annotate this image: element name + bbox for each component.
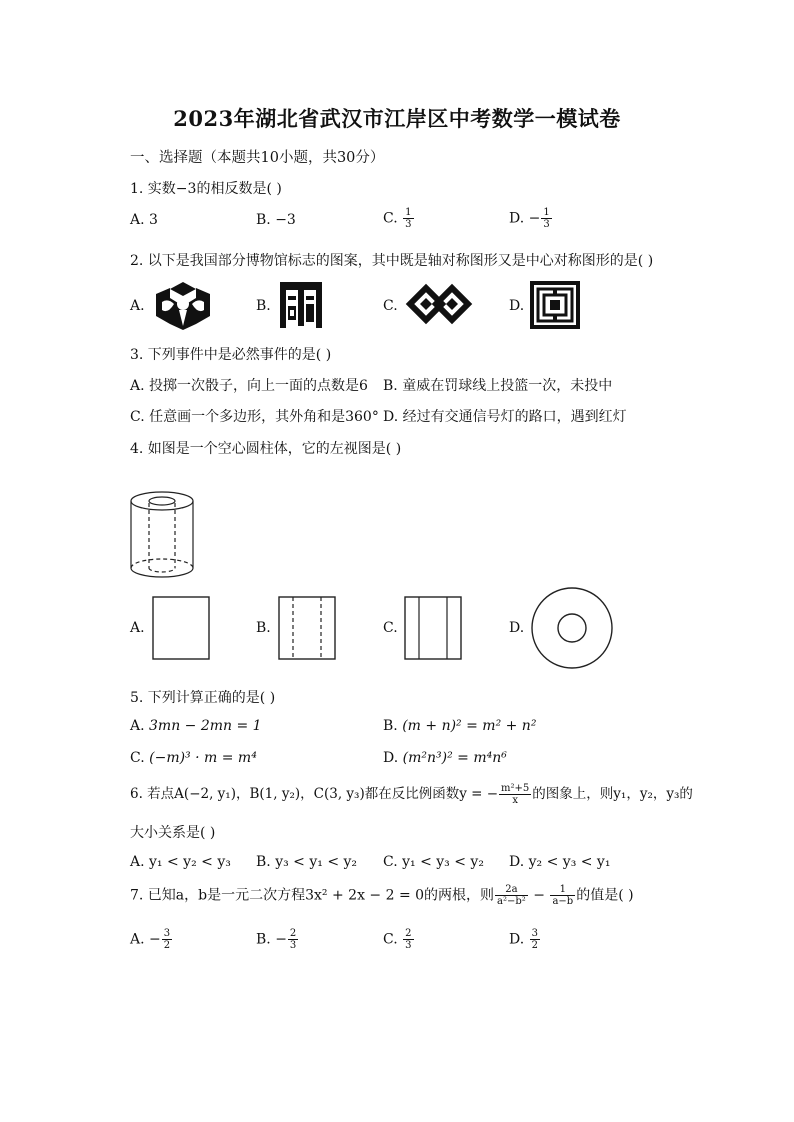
q3-option-c: C. 任意画一个多边形，其外角和是360° <box>130 409 379 425</box>
q4-option-c-figure <box>404 596 462 660</box>
q5-option-d <box>383 750 507 766</box>
question-6-stem-line2: 大小关系是( ) <box>130 825 216 841</box>
museum-logo-a-icon <box>152 280 214 332</box>
q4-option-d-figure <box>530 586 614 670</box>
q7-fraction-1 <box>495 884 528 907</box>
q6-option-d: D. y₂ < y₃ < y₁ <box>509 854 611 870</box>
q1-option-d-label: D. − <box>509 210 541 227</box>
q4-option-d-label: D. <box>509 620 525 636</box>
question-2-stem: 2. 以下是我国部分博物馆标志的图案，其中既是轴对称图形又是中心对称图形的是( ) <box>130 253 654 269</box>
q5-option-a-label: A. <box>130 718 150 734</box>
q7-option-a <box>130 928 173 951</box>
q7-option-a-fraction <box>162 928 172 951</box>
fraction-denominator: x <box>512 795 518 806</box>
fraction-numerator: 1 <box>543 207 550 218</box>
q4-option-b-label: B. <box>256 620 271 636</box>
q1-option-c-label: C. <box>383 210 403 227</box>
q5-option-c-expression: (−m)³ · m = m⁴ <box>149 750 257 766</box>
q7-fraction-2 <box>550 884 575 907</box>
q2-option-c-label: C. <box>383 298 398 314</box>
hollow-cylinder-figure <box>128 490 196 582</box>
q5-option-b-expression: (m + n)² = m² + n² <box>402 718 537 734</box>
fraction-denominator: 3 <box>405 940 412 951</box>
q5-option-d-expression: (m²n³)² = m⁴n⁶ <box>402 750 507 766</box>
q6-stem-post: 的图象上，则y₁，y₂，y₃的 <box>532 786 693 802</box>
q2-option-d-label: D. <box>509 298 525 314</box>
q5-option-d-label: D. <box>383 750 403 766</box>
question-7-stem <box>130 884 634 907</box>
question-6-stem <box>130 782 693 806</box>
q7-option-c <box>383 928 415 951</box>
fraction-denominator: 3 <box>289 940 297 951</box>
fraction-denominator: 2 <box>531 940 539 951</box>
fraction-denominator: 3 <box>543 219 550 230</box>
q4-option-a-figure <box>152 596 210 660</box>
section-heading: 一、选择题（本题共10小题，共30分） <box>130 150 385 166</box>
q3-option-b: B. 童威在罚球线上投篮一次，未投中 <box>383 378 613 394</box>
q5-option-c-label: C. <box>130 750 150 766</box>
q7-stem-pre: 7. 已知a，b是一元二次方程3x² + 2x − 2 = 0的两根，则 <box>130 887 495 904</box>
q5-option-a <box>130 718 262 734</box>
q7-option-d <box>509 928 541 951</box>
q1-option-c-fraction <box>403 207 413 230</box>
q7-option-c-fraction <box>403 928 413 951</box>
q7-stem-mid: − <box>528 887 550 904</box>
q6-option-b: B. y₃ < y₁ < y₂ <box>256 854 358 870</box>
q2-option-a-label: A. <box>130 298 145 314</box>
q4-option-a-label: A. <box>130 620 145 636</box>
q1-option-d <box>509 207 553 230</box>
fraction-denominator: a−b <box>552 896 574 907</box>
question-1-stem: 1. 实数−3的相反数是( ) <box>130 181 282 197</box>
question-3-stem: 3. 下列事件中是必然事件的是( ) <box>130 347 332 363</box>
q7-option-b-fraction <box>288 928 298 951</box>
q2-option-b-label: B. <box>256 298 271 314</box>
q4-option-b-figure <box>278 596 336 660</box>
q7-option-d-fraction <box>530 928 540 951</box>
q7-option-a-label: A. − <box>130 931 161 948</box>
q3-option-d: D. 经过有交通信号灯的路口，遇到红灯 <box>383 409 627 425</box>
q6-option-a: A. y₁ < y₂ < y₃ <box>130 854 231 870</box>
fraction-denominator: 2 <box>163 940 171 951</box>
q7-option-d-label: D. <box>509 931 529 948</box>
q7-option-c-label: C. <box>383 931 403 948</box>
q5-option-a-expression: 3mn − 2mn = 1 <box>149 718 262 734</box>
q4-option-c-label: C. <box>383 620 398 636</box>
q1-option-c <box>383 207 415 230</box>
museum-logo-d-icon <box>530 281 580 329</box>
q6-stem-pre: 6. 若点A(−2, y₁)，B(1, y₂)，C(3, y₃)都在反比例函数y = − <box>130 786 499 802</box>
q1-option-b: B. −3 <box>256 212 296 228</box>
q7-stem-post: 的值是( ) <box>576 887 634 904</box>
fraction-numerator: 2a <box>495 884 528 896</box>
q7-option-b-label: B. − <box>256 931 287 948</box>
fraction-numerator: 1 <box>550 884 575 896</box>
question-4-stem: 4. 如图是一个空心圆柱体，它的左视图是( ) <box>130 441 402 457</box>
fraction-denominator: 3 <box>405 219 412 230</box>
museum-logo-b-icon <box>278 280 324 330</box>
q5-option-b <box>383 718 536 734</box>
q3-option-a: A. 投掷一次骰子，向上一面的点数是6 <box>130 378 368 394</box>
museum-logo-c-icon <box>404 278 474 330</box>
q1-option-d-fraction <box>541 207 551 230</box>
fraction-numerator: 1 <box>405 207 412 218</box>
q5-option-b-label: B. <box>383 718 403 734</box>
fraction-numerator: 2 <box>289 928 297 939</box>
fraction-numerator: 2 <box>405 928 412 939</box>
q6-option-c: C. y₁ < y₃ < y₂ <box>383 854 484 870</box>
q6-fraction <box>499 783 531 806</box>
fraction-numerator: m²+5 <box>501 783 530 794</box>
q7-option-b <box>256 928 299 951</box>
fraction-numerator: 3 <box>531 928 539 939</box>
page-title: 2023年湖北省武汉市江岸区中考数学一模试卷 <box>173 106 621 131</box>
q1-option-a: A. 3 <box>130 212 158 228</box>
q5-option-c <box>130 750 257 766</box>
fraction-numerator: 3 <box>163 928 171 939</box>
question-5-stem: 5. 下列计算正确的是( ) <box>130 690 276 706</box>
fraction-denominator: a²−b² <box>497 896 526 907</box>
